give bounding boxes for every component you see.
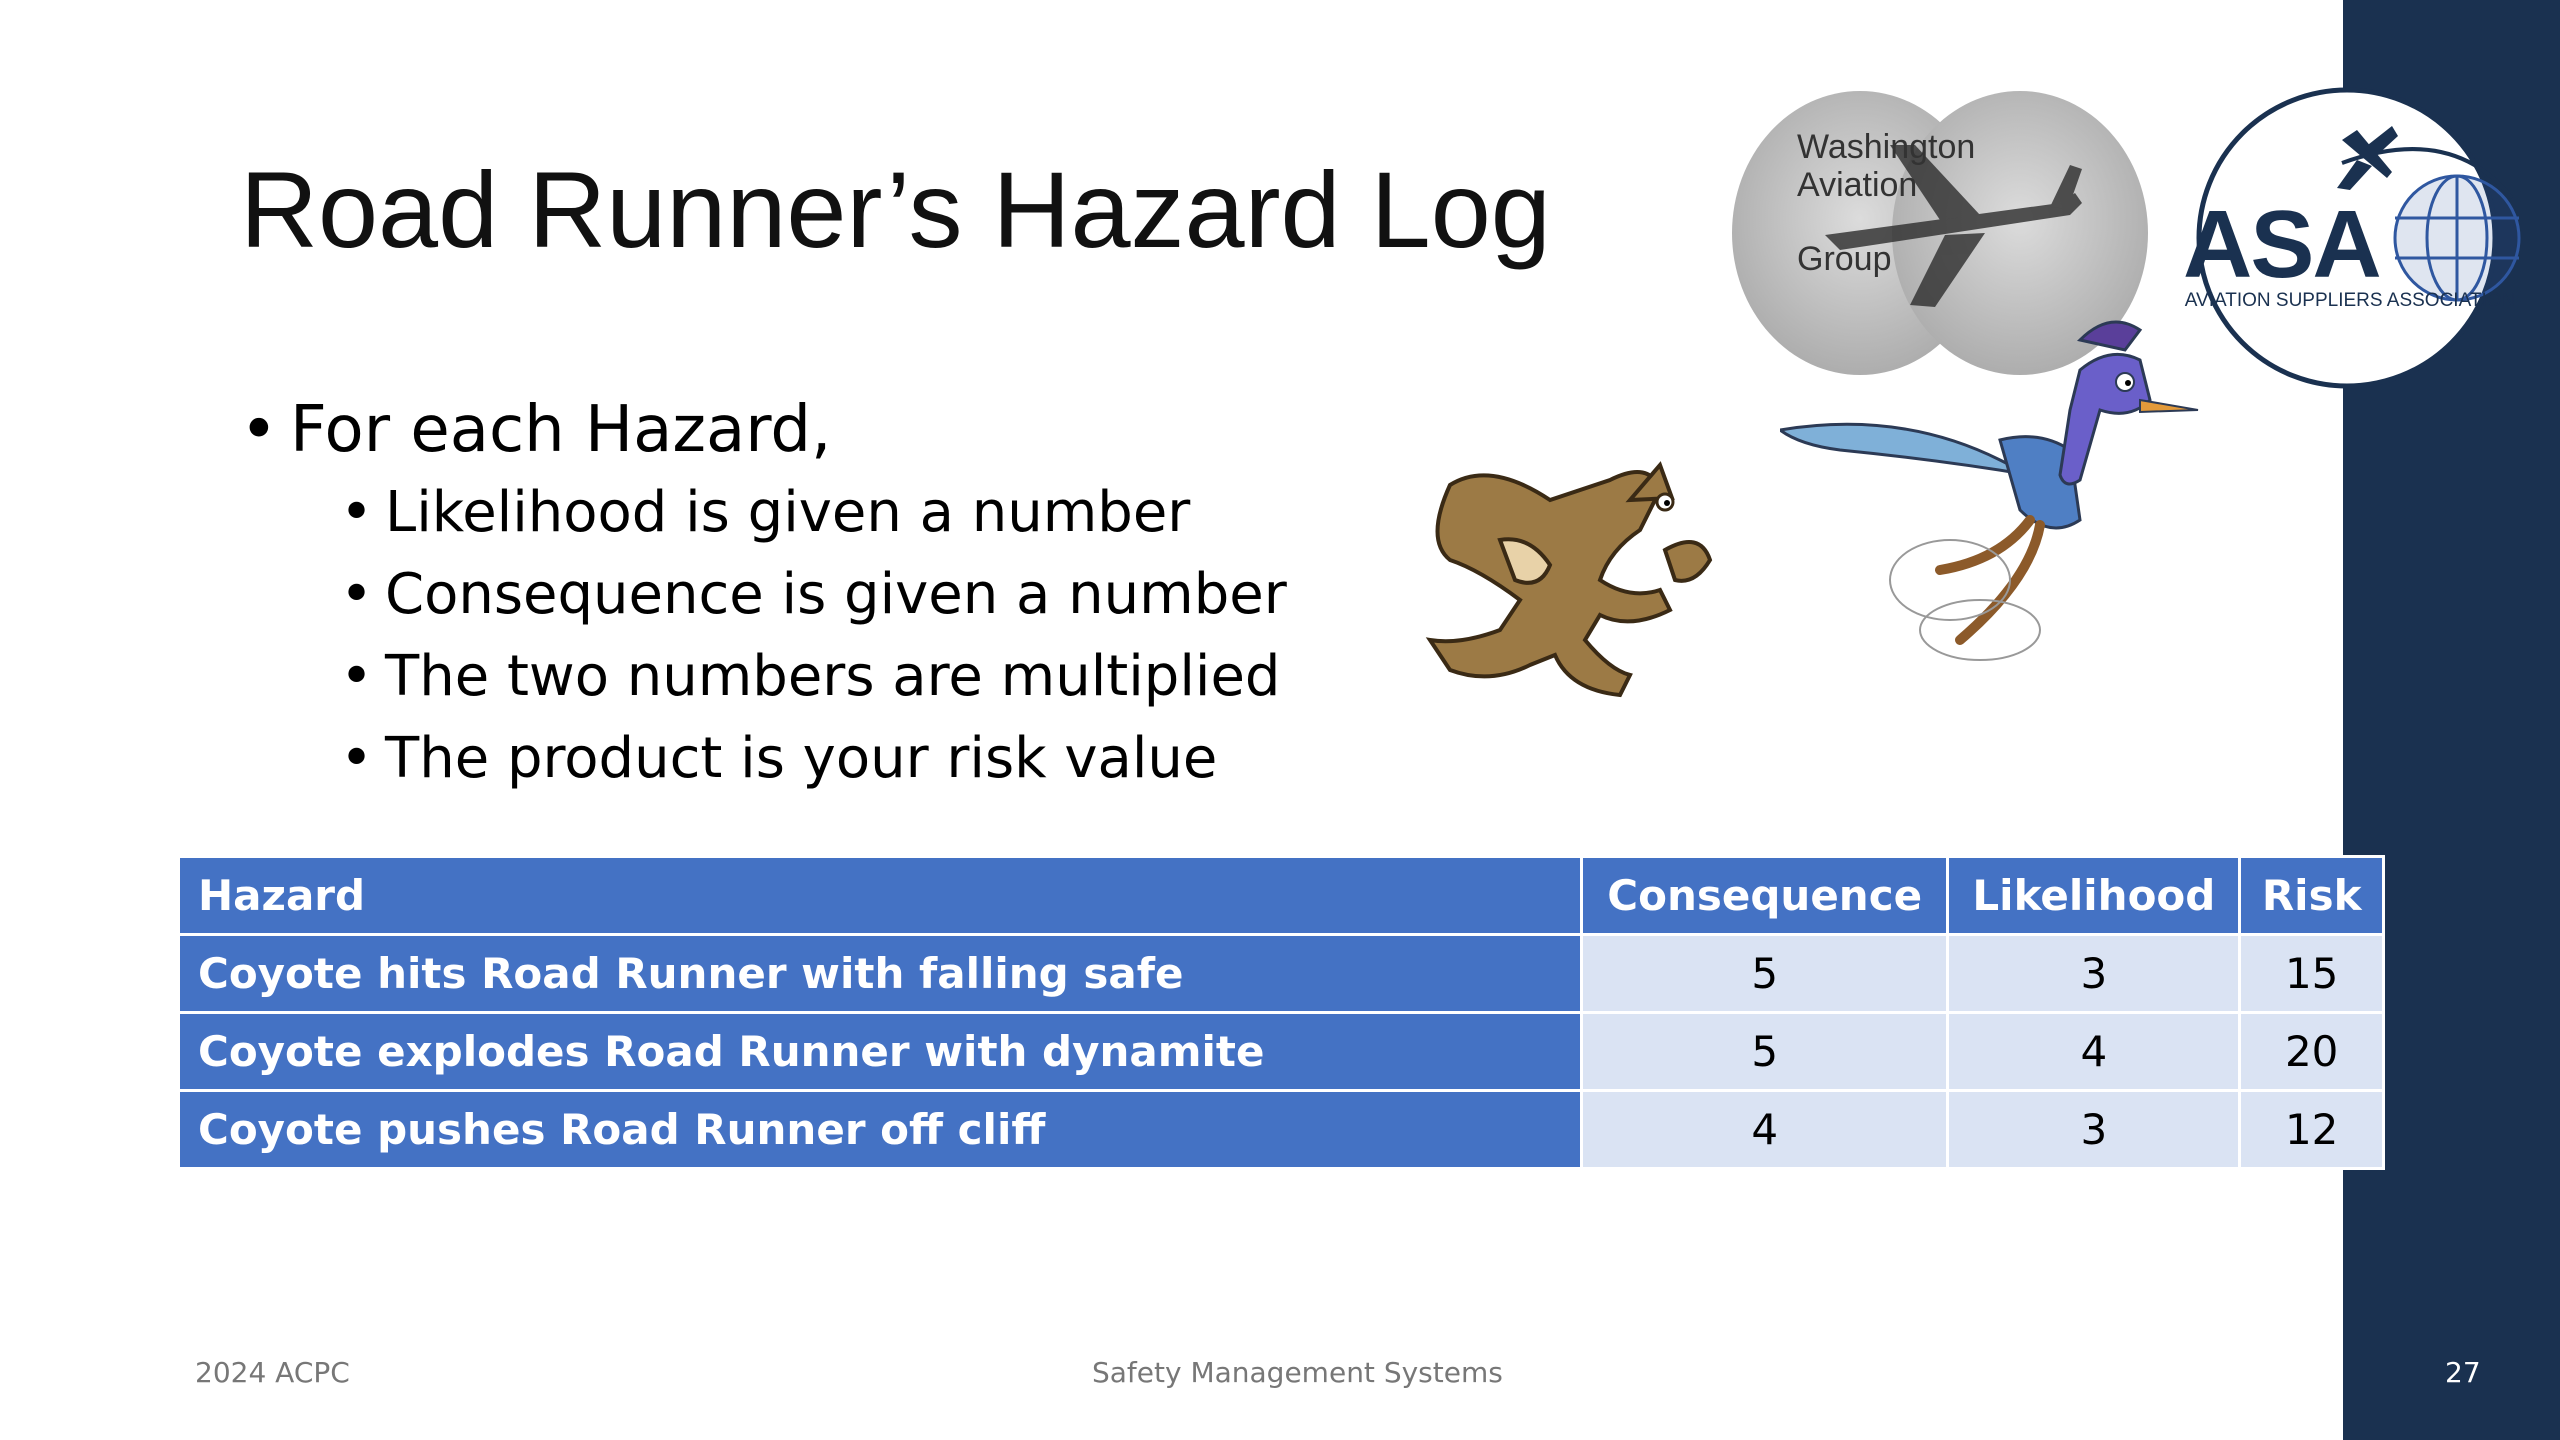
risk-cell: 12 bbox=[2240, 1091, 2384, 1169]
asa-letters: ASA bbox=[2183, 191, 2380, 298]
table-row bbox=[179, 935, 2384, 1013]
consequence-cell: 4 bbox=[1582, 1091, 1948, 1169]
likelihood-cell: 3 bbox=[1948, 1091, 2240, 1169]
risk-cell: 15 bbox=[2240, 935, 2384, 1013]
likelihood-cell: 3 bbox=[1948, 935, 2240, 1013]
bullet-sub-consequence: • Consequence is given a number bbox=[240, 554, 1287, 636]
header-consequence: Consequence bbox=[1582, 857, 1948, 935]
bullet-sub-likelihood: • Likelihood is given a number bbox=[240, 472, 1287, 554]
wag-logo-text bbox=[1797, 128, 1975, 278]
consequence-cell: 5 bbox=[1582, 935, 1948, 1013]
consequence-cell: 5 bbox=[1582, 1013, 1948, 1091]
hazard-cell: Coyote pushes Road Runner off cliff bbox=[179, 1091, 1582, 1169]
risk-cell: 20 bbox=[2240, 1013, 2384, 1091]
bullet-sub-multiplied: • The two numbers are multiplied bbox=[240, 636, 1287, 718]
footer-event: 2024 ACPC bbox=[195, 1356, 350, 1389]
table-row bbox=[179, 1091, 2384, 1169]
asa-subtitle: AVIATION SUPPLIERS ASSOCIATION bbox=[2184, 290, 2516, 311]
slide-title: Road Runner’s Hazard Log bbox=[240, 149, 1551, 270]
bullet-list bbox=[240, 388, 1287, 800]
bullet-sub-product: • The product is your risk value bbox=[240, 718, 1287, 800]
road-runner-illustration bbox=[1780, 310, 2200, 670]
hazard-cell: Coyote explodes Road Runner with dynamite bbox=[179, 1013, 1582, 1091]
wag-line-3: Group bbox=[1797, 240, 1892, 278]
likelihood-cell: 4 bbox=[1948, 1013, 2240, 1091]
hazard-table bbox=[177, 855, 2385, 1170]
table-row bbox=[179, 1013, 2384, 1091]
header-likelihood: Likelihood bbox=[1948, 857, 2240, 935]
footer-topic: Safety Management Systems bbox=[1092, 1356, 1503, 1389]
coyote-illustration bbox=[1410, 440, 1770, 710]
header-hazard: Hazard bbox=[179, 857, 1582, 935]
hazard-cell: Coyote hits Road Runner with falling safe bbox=[179, 935, 1582, 1013]
globe-icon bbox=[2395, 176, 2519, 300]
page-number: 27 bbox=[2445, 1356, 2481, 1389]
table-header-row bbox=[179, 857, 2384, 935]
bullet-main: • For each Hazard, bbox=[240, 388, 1287, 472]
wag-line-1: Washington bbox=[1797, 128, 1976, 166]
header-risk: Risk bbox=[2240, 857, 2384, 935]
wag-line-2: Aviation bbox=[1797, 166, 1918, 204]
